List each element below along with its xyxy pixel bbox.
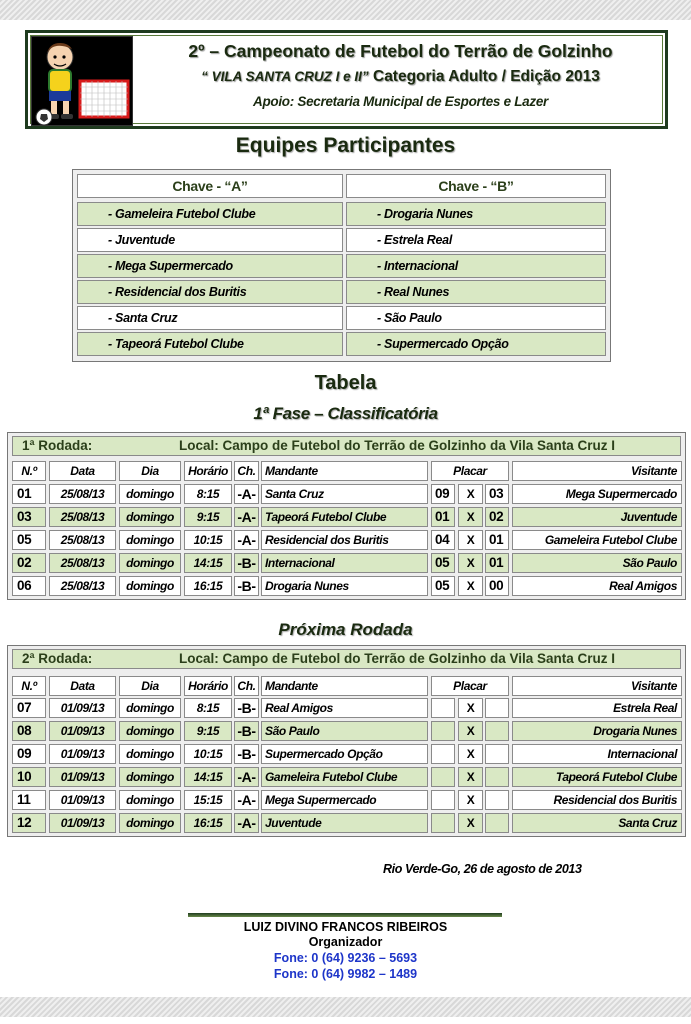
match-g1 bbox=[431, 790, 455, 810]
match-visitante: Santa Cruz bbox=[512, 813, 682, 833]
cartoon-soccer-player-with-goal-icon bbox=[31, 36, 133, 126]
match-hora: 9:15 bbox=[184, 507, 232, 527]
match-visitante: Mega Supermercado bbox=[512, 484, 682, 504]
match-g2 bbox=[485, 744, 509, 764]
group-a-team: - Residencial dos Buritis bbox=[77, 280, 343, 304]
group-a-team: - Mega Supermercado bbox=[77, 254, 343, 278]
match-x: X bbox=[458, 744, 483, 764]
match-mandante: Gameleira Futebol Clube bbox=[261, 767, 428, 787]
match-mandante: Supermercado Opção bbox=[261, 744, 428, 764]
match-dia: domingo bbox=[119, 813, 181, 833]
match-num: 01 bbox=[12, 484, 46, 504]
match-data: 01/09/13 bbox=[49, 767, 116, 787]
match-hora: 14:15 bbox=[184, 553, 232, 573]
match-data: 25/08/13 bbox=[49, 576, 116, 596]
match-data: 25/08/13 bbox=[49, 530, 116, 550]
match-x: X bbox=[458, 484, 483, 504]
match-g1 bbox=[431, 744, 455, 764]
match-hora: 9:15 bbox=[184, 721, 232, 741]
match-ch: -B- bbox=[234, 576, 259, 596]
match-g1: 09 bbox=[431, 484, 455, 504]
match-g1 bbox=[431, 698, 455, 718]
match-dia: domingo bbox=[119, 790, 181, 810]
match-num: 06 bbox=[12, 576, 46, 596]
match-num: 11 bbox=[12, 790, 46, 810]
round2-table: 2ª Rodada: Local: Campo de Futebol do Terrão de Golzinho da Vila Santa Cruz I N.º Data Dia Horário Ch. Mandante Placar Visitante 07 01/09/13 domingo 8:15 -B- Real Amigos X Estrela Real 08 01/09/13 domingo 9:15 -B- São Paulo X Drogaria Nunes 09 01/09/13 domingo 10:15 -B- Supermercado Opção X Internacional 10 01/09/13 domingo 14:15 -A- Gameleira Futebol Clube X Tapeorá Futebol Clube 11 01/09/13 domingo 15:15 -A- Mega Supermercado X Residencial dos Buritis 12 01/09/13 domingo 16:15 -A- Juventude X Santa Cruz bbox=[7, 645, 686, 837]
match-g1 bbox=[431, 721, 455, 741]
match-dia: domingo bbox=[119, 576, 181, 596]
phone-2: Fone: 0 (64) 9982 – 1489 bbox=[273, 967, 418, 981]
top-border-stripe bbox=[0, 0, 691, 20]
match-dia: domingo bbox=[119, 721, 181, 741]
match-num: 08 bbox=[12, 721, 46, 741]
match-visitante: São Paulo bbox=[512, 553, 682, 573]
match-g2: 02 bbox=[485, 507, 509, 527]
teams-section-title: Equipes Participantes bbox=[235, 134, 456, 157]
match-mandante: Drogaria Nunes bbox=[261, 576, 428, 596]
bottom-border-stripe bbox=[0, 997, 691, 1017]
round1-title-row bbox=[12, 436, 681, 456]
match-x: X bbox=[458, 553, 483, 573]
match-g2: 00 bbox=[485, 576, 509, 596]
group-b-team: - Internacional bbox=[346, 254, 606, 278]
match-ch: -A- bbox=[234, 813, 259, 833]
match-ch: -B- bbox=[234, 698, 259, 718]
match-mandante: São Paulo bbox=[261, 721, 428, 741]
match-hora: 16:15 bbox=[184, 813, 232, 833]
match-g2 bbox=[485, 721, 509, 741]
match-mandante: Real Amigos bbox=[261, 698, 428, 718]
phone-1: Fone: 0 (64) 9236 – 5693 bbox=[273, 951, 418, 965]
match-visitante: Estrela Real bbox=[512, 698, 682, 718]
header-title: 2º – Campeonato de Futebol do Terrão de Golzinho bbox=[188, 41, 613, 61]
match-x: X bbox=[458, 507, 483, 527]
match-ch: -A- bbox=[234, 507, 259, 527]
document-date: Rio Verde-Go, 26 de agosto de 2013 bbox=[383, 862, 582, 876]
match-hora: 15:15 bbox=[184, 790, 232, 810]
match-hora: 14:15 bbox=[184, 767, 232, 787]
match-g1: 05 bbox=[431, 553, 455, 573]
match-g2: 01 bbox=[485, 530, 509, 550]
match-hora: 8:15 bbox=[184, 484, 232, 504]
group-a-header: Chave - “A” bbox=[77, 174, 343, 198]
match-data: 01/09/13 bbox=[49, 790, 116, 810]
match-g1 bbox=[431, 767, 455, 787]
tabela-title: Tabela bbox=[314, 372, 377, 394]
match-hora: 8:15 bbox=[184, 698, 232, 718]
match-mandante: Mega Supermercado bbox=[261, 790, 428, 810]
match-hora: 10:15 bbox=[184, 530, 232, 550]
match-ch: -A- bbox=[234, 767, 259, 787]
match-mandante: Juventude bbox=[261, 813, 428, 833]
match-g1 bbox=[431, 813, 455, 833]
group-b-team: - Supermercado Opção bbox=[346, 332, 606, 356]
match-ch: -B- bbox=[234, 553, 259, 573]
match-data: 25/08/13 bbox=[49, 507, 116, 527]
match-ch: -A- bbox=[234, 790, 259, 810]
organizer-name: LUIZ DIVINO FRANCOS RIBEIROS bbox=[243, 920, 448, 934]
match-g1: 05 bbox=[431, 576, 455, 596]
round2-location: Local: Campo de Futebol do Terrão de Golzinho da Vila Santa Cruz I bbox=[179, 651, 616, 666]
group-b-team: - Drogaria Nunes bbox=[346, 202, 606, 226]
teams-table bbox=[72, 169, 611, 362]
match-data: 25/08/13 bbox=[49, 484, 116, 504]
match-x: X bbox=[458, 530, 483, 550]
match-g1: 01 bbox=[431, 507, 455, 527]
match-x: X bbox=[458, 576, 483, 596]
match-hora: 16:15 bbox=[184, 576, 232, 596]
match-x: X bbox=[458, 767, 483, 787]
header-support: Apoio: Secretaria Municipal de Esportes e Lazer bbox=[253, 94, 548, 109]
group-b-team: - Estrela Real bbox=[346, 228, 606, 252]
header-banner bbox=[25, 30, 668, 129]
match-mandante: Internacional bbox=[261, 553, 428, 573]
match-visitante: Tapeorá Futebol Clube bbox=[512, 767, 682, 787]
match-visitante: Internacional bbox=[512, 744, 682, 764]
match-visitante: Residencial dos Buritis bbox=[512, 790, 682, 810]
match-x: X bbox=[458, 813, 483, 833]
match-data: 25/08/13 bbox=[49, 553, 116, 573]
match-g2: 01 bbox=[485, 553, 509, 573]
header-subtitle: “ VILA SANTA CRUZ I e II” Categoria Adulto / Edição 2013 bbox=[201, 68, 600, 85]
round2-title-row bbox=[12, 649, 681, 669]
round1-location: Local: Campo de Futebol do Terrão de Golzinho da Vila Santa Cruz I bbox=[179, 438, 616, 453]
match-g1: 04 bbox=[431, 530, 455, 550]
match-num: 12 bbox=[12, 813, 46, 833]
match-mandante: Santa Cruz bbox=[261, 484, 428, 504]
match-dia: domingo bbox=[119, 553, 181, 573]
match-num: 05 bbox=[12, 530, 46, 550]
match-x: X bbox=[458, 721, 483, 741]
match-ch: -A- bbox=[234, 530, 259, 550]
match-g2 bbox=[485, 790, 509, 810]
signature-line bbox=[188, 913, 502, 917]
match-data: 01/09/13 bbox=[49, 744, 116, 764]
match-visitante: Drogaria Nunes bbox=[512, 721, 682, 741]
round1-table: 1ª Rodada: Local: Campo de Futebol do Terrão de Golzinho da Vila Santa Cruz I N.º Data Dia Horário Ch. Mandante Placar Visitante 01 25/08/13 domingo 8:15 -A- Santa Cruz 09 X 03 Mega Supermercado 03 25/08/13 domingo 9:15 -A- Tapeorá Futebol Clube 01 X 02 Juventude 05 25/08/13 domingo 10:15 -A- Residencial dos Buritis 04 X 01 Gameleira Futebol Clube 02 25/08/13 domingo 14:15 -B- Internacional 05 X 01 São Paulo 06 25/08/13 domingo 16:15 -B- Drogaria Nunes 05 X 00 Real Amigos bbox=[7, 432, 686, 600]
group-b-team: - Real Nunes bbox=[346, 280, 606, 304]
match-num: 02 bbox=[12, 553, 46, 573]
match-data: 01/09/13 bbox=[49, 813, 116, 833]
match-dia: domingo bbox=[119, 767, 181, 787]
group-b-team: - São Paulo bbox=[346, 306, 606, 330]
match-num: 07 bbox=[12, 698, 46, 718]
match-g2 bbox=[485, 698, 509, 718]
match-visitante: Juventude bbox=[512, 507, 682, 527]
group-a-team: - Santa Cruz bbox=[77, 306, 343, 330]
match-x: X bbox=[458, 698, 483, 718]
match-x: X bbox=[458, 790, 483, 810]
match-g2: 03 bbox=[485, 484, 509, 504]
match-hora: 10:15 bbox=[184, 744, 232, 764]
group-a-team: - Gameleira Futebol Clube bbox=[77, 202, 343, 226]
match-num: 10 bbox=[12, 767, 46, 787]
match-ch: -B- bbox=[234, 721, 259, 741]
match-data: 01/09/13 bbox=[49, 698, 116, 718]
group-a-team: - Juventude bbox=[77, 228, 343, 252]
match-dia: domingo bbox=[119, 698, 181, 718]
match-dia: domingo bbox=[119, 744, 181, 764]
match-mandante: Tapeorá Futebol Clube bbox=[261, 507, 428, 527]
match-visitante: Real Amigos bbox=[512, 576, 682, 596]
group-a-team: - Tapeorá Futebol Clube bbox=[77, 332, 343, 356]
match-g2 bbox=[485, 813, 509, 833]
match-num: 09 bbox=[12, 744, 46, 764]
match-visitante: Gameleira Futebol Clube bbox=[512, 530, 682, 550]
match-num: 03 bbox=[12, 507, 46, 527]
group-b-header: Chave - “B” bbox=[346, 174, 606, 198]
match-dia: domingo bbox=[119, 507, 181, 527]
round1-label: 1ª Rodada: bbox=[22, 438, 93, 453]
round2-label: 2ª Rodada: bbox=[22, 651, 93, 666]
match-g2 bbox=[485, 767, 509, 787]
match-dia: domingo bbox=[119, 530, 181, 550]
organizer-role: Organizador bbox=[308, 935, 383, 949]
next-round-title: Próxima Rodada bbox=[278, 620, 413, 639]
match-mandante: Residencial dos Buritis bbox=[261, 530, 428, 550]
match-ch: -B- bbox=[234, 744, 259, 764]
tabela-subtitle: 1ª Fase – Classificatória bbox=[253, 404, 438, 423]
match-data: 01/09/13 bbox=[49, 721, 116, 741]
match-dia: domingo bbox=[119, 484, 181, 504]
match-ch: -A- bbox=[234, 484, 259, 504]
